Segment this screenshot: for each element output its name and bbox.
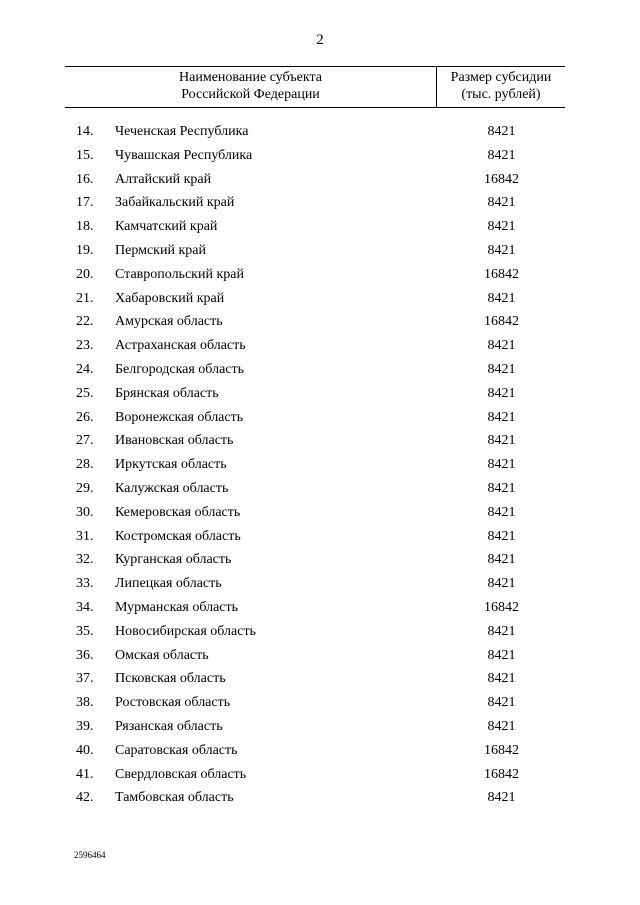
- table-row: [0, 215, 640, 239]
- row-number: 33.: [76, 576, 94, 592]
- subsidy-value: 8421: [487, 290, 516, 306]
- row-number: 34.: [76, 599, 94, 615]
- subsidy-value: 8421: [487, 671, 516, 687]
- region-name: Псковская область: [115, 671, 226, 687]
- region-name: Саратовская область: [115, 742, 238, 758]
- table-row: [0, 715, 640, 739]
- row-number: 40.: [76, 742, 94, 758]
- row-number: 23.: [76, 338, 94, 354]
- subsidy-column-header: [437, 69, 565, 103]
- table-header: [65, 66, 565, 108]
- subsidy-value: 8421: [487, 528, 516, 544]
- region-name: Забайкальский край: [115, 195, 235, 211]
- row-number: 19.: [76, 242, 94, 258]
- region-name: Рязанская область: [115, 718, 223, 734]
- region-name: Костромская область: [115, 528, 241, 544]
- subsidy-value: 8421: [487, 147, 516, 163]
- subsidy-header-line: (тыс. рублей): [461, 87, 541, 102]
- region-name: Астраханская область: [115, 338, 246, 354]
- region-name: Чеченская Республика: [115, 124, 249, 139]
- row-number: 22.: [76, 314, 94, 330]
- region-name: Омская область: [115, 647, 209, 663]
- region-name: Пермский край: [115, 242, 206, 258]
- subsidy-value: 16842: [484, 742, 519, 758]
- row-number: 27.: [76, 433, 94, 449]
- row-number: 26.: [76, 409, 94, 425]
- row-number: 16.: [76, 171, 94, 187]
- row-number: 31.: [76, 528, 94, 544]
- region-name: Алтайский край: [115, 171, 212, 187]
- subsidy-value: 8421: [487, 623, 516, 639]
- subsidy-value: 8421: [487, 718, 516, 734]
- region-name: Ивановская область: [115, 433, 234, 449]
- region-header-line: Российской Федерации: [181, 87, 320, 102]
- table-row: [0, 739, 640, 763]
- subsidy-value: 8421: [487, 409, 516, 425]
- table-row: [0, 334, 640, 358]
- subsidy-value: 8421: [487, 552, 516, 568]
- subsidy-value: 16842: [484, 314, 519, 330]
- row-number: 14.: [76, 124, 94, 139]
- region-name: Тамбовская область: [115, 790, 234, 806]
- region-name: Липецкая область: [115, 576, 222, 592]
- region-name: Белгородская область: [115, 361, 245, 377]
- row-number: 24.: [76, 361, 94, 377]
- table-row: [0, 168, 640, 192]
- subsidy-value: 8421: [487, 647, 516, 663]
- subsidy-value: 8421: [487, 242, 516, 258]
- region-name: Хабаровский край: [115, 290, 225, 306]
- row-number: 36.: [76, 647, 94, 663]
- table-row: [0, 191, 640, 215]
- table-row: [0, 453, 640, 477]
- region-name: Мурманская область: [115, 599, 239, 615]
- row-number: 18.: [76, 219, 94, 235]
- region-name: Брянская область: [115, 385, 219, 401]
- region-name: Камчатский край: [115, 219, 218, 235]
- subsidy-value: 8421: [487, 195, 516, 211]
- table-row: [0, 358, 640, 382]
- table-row: [0, 548, 640, 572]
- table-row: [0, 382, 640, 406]
- table-row: [0, 763, 640, 787]
- subsidy-value: 8421: [487, 338, 516, 354]
- table-row: [0, 691, 640, 715]
- table-body: [0, 120, 640, 810]
- subsidy-value: 16842: [484, 266, 519, 282]
- row-number: 17.: [76, 195, 94, 211]
- table-row: [0, 120, 640, 144]
- row-number: 21.: [76, 290, 94, 306]
- region-column-header: [65, 69, 436, 103]
- table-row: [0, 263, 640, 287]
- region-name: Ростовская область: [115, 695, 231, 711]
- row-number: 30.: [76, 504, 94, 520]
- subsidy-value: 8421: [487, 576, 516, 592]
- subsidy-value: 16842: [484, 599, 519, 615]
- region-name: Калужская область: [115, 480, 229, 496]
- table-row: [0, 406, 640, 430]
- subsidy-value: 16842: [484, 766, 519, 782]
- row-number: 42.: [76, 790, 94, 806]
- region-name: Иркутская область: [115, 457, 227, 473]
- table-row: [0, 525, 640, 549]
- row-number: 15.: [76, 147, 94, 163]
- table-row: [0, 572, 640, 596]
- table-row: [0, 620, 640, 644]
- row-number: 39.: [76, 718, 94, 734]
- table-row: [0, 287, 640, 311]
- region-name: Воронежская область: [115, 409, 244, 425]
- table-row: [0, 477, 640, 501]
- table-row: [0, 310, 640, 334]
- table-row: [0, 596, 640, 620]
- region-name: Курганская область: [115, 552, 232, 568]
- region-name: Кемеровская область: [115, 504, 241, 520]
- table-row: [0, 144, 640, 168]
- subsidy-value: 8421: [487, 790, 516, 806]
- subsidy-value: 8421: [487, 361, 516, 377]
- region-name: Ставропольский край: [115, 266, 244, 282]
- subsidy-value: 8421: [487, 433, 516, 449]
- row-number: 28.: [76, 457, 94, 473]
- document-code: 2596464: [74, 850, 106, 860]
- region-name: Чувашская Республика: [115, 147, 253, 163]
- row-number: 20.: [76, 266, 94, 282]
- table-row: [0, 644, 640, 668]
- subsidy-value: 8421: [487, 219, 516, 235]
- subsidy-value: 8421: [487, 695, 516, 711]
- region-header-line: Наименование субъекта: [179, 70, 322, 85]
- subsidy-value: 8421: [487, 504, 516, 520]
- subsidy-value: 8421: [487, 124, 516, 139]
- region-name: Свердловская область: [115, 766, 247, 782]
- subsidy-value: 8421: [487, 480, 516, 496]
- row-number: 35.: [76, 623, 94, 639]
- table-row: [0, 667, 640, 691]
- subsidy-header-line: Размер субсидии: [450, 70, 552, 85]
- row-number: 41.: [76, 766, 94, 782]
- row-number: 38.: [76, 695, 94, 711]
- table-row: [0, 239, 640, 263]
- row-number: 29.: [76, 480, 94, 496]
- table-row: [0, 429, 640, 453]
- region-name: Амурская область: [115, 314, 223, 330]
- table-row: [0, 501, 640, 525]
- row-number: 32.: [76, 552, 94, 568]
- row-number: 37.: [76, 671, 94, 687]
- row-number: 25.: [76, 385, 94, 401]
- page-number: 2: [316, 32, 324, 48]
- subsidy-value: 16842: [484, 171, 519, 187]
- subsidy-value: 8421: [487, 385, 516, 401]
- region-name: Новосибирская область: [115, 623, 256, 639]
- subsidy-value: 8421: [487, 457, 516, 473]
- table-row: [0, 786, 640, 810]
